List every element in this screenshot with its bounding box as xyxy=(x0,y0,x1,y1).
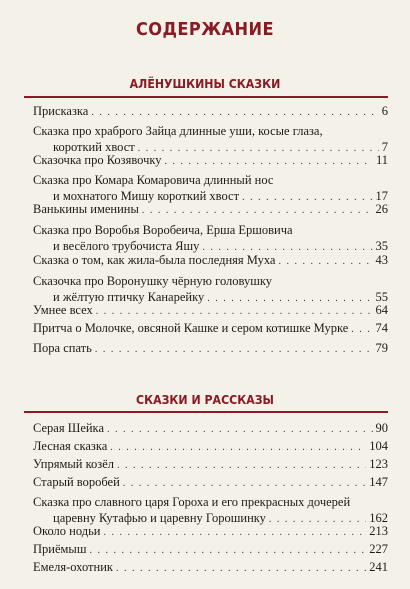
dot-leader xyxy=(91,105,378,121)
toc-entry-title: Сказка про славного царя Гороха и его прекрасных дочерей xyxy=(33,495,351,509)
toc-entry-title: Притча о Молочке, овсяной Кашке и сером котишке Мурке xyxy=(33,321,349,335)
page-number: 123 xyxy=(369,457,388,471)
toc-entry-title: Около нодьи xyxy=(33,524,101,538)
toc-entry-title: Сказочка про Козявочку xyxy=(33,153,162,167)
toc-entry[interactable] xyxy=(33,456,388,474)
toc-entry-title: Сказочка про Воронушку чёрную головушку xyxy=(33,274,273,288)
toc-entry[interactable] xyxy=(33,340,388,358)
page-number: 55 xyxy=(375,290,388,304)
page-title: СОДЕРЖАНИЕ xyxy=(135,19,275,40)
dot-leader xyxy=(104,525,367,541)
section-rule xyxy=(24,96,388,98)
toc-entry[interactable] xyxy=(33,523,388,541)
dot-leader xyxy=(123,476,366,492)
toc-entry-title: Умнее всех xyxy=(33,303,93,317)
page-number: 241 xyxy=(369,560,388,574)
toc-entry[interactable] xyxy=(33,541,388,559)
page-number: 104 xyxy=(369,439,388,453)
page-number: 90 xyxy=(375,421,388,435)
toc-entry-title: Сказка про Воробья Воробеича, Ерша Ершовича xyxy=(33,223,293,237)
toc-entry-title: Ванькины именины xyxy=(33,202,139,216)
toc-entry[interactable] xyxy=(33,320,388,338)
page-number: 11 xyxy=(375,153,388,167)
page-number: 64 xyxy=(375,303,388,317)
toc-entry-title: Сказка про Комара Комаровича длинный нос xyxy=(33,173,274,187)
dot-leader xyxy=(95,342,373,358)
toc-entry[interactable] xyxy=(33,222,388,256)
toc-entry-title: Пора спать xyxy=(33,341,92,355)
page-number: 17 xyxy=(375,189,388,203)
section-title-skazki: СКАЗКИ И РАССКАЗЫ xyxy=(136,392,274,407)
page-number: 227 xyxy=(369,542,388,556)
page-number: 26 xyxy=(375,202,388,216)
page-number: 6 xyxy=(381,104,388,118)
page-number: 74 xyxy=(375,321,388,335)
toc-entry-title: Старый воробей xyxy=(33,475,120,489)
page-number: 213 xyxy=(369,524,388,538)
dot-leader xyxy=(142,203,373,219)
toc-entry-title: Емеля-охотник xyxy=(33,560,113,574)
dot-leader xyxy=(110,440,366,456)
toc-entry-title: и жёлтую птичку Канарейку xyxy=(53,290,205,304)
toc-entry-title: Приёмыш xyxy=(33,542,87,556)
toc-entry-title: Серая Шейка xyxy=(33,421,104,435)
toc-entry-title: Присказка xyxy=(33,104,89,118)
section-title-alenushkiny: АЛЁНУШКИНЫ СКАЗКИ xyxy=(129,76,281,91)
dot-leader xyxy=(96,304,373,320)
section-rule xyxy=(24,411,388,413)
page-number: 162 xyxy=(369,511,388,525)
toc-entry[interactable] xyxy=(33,152,388,170)
toc-entry-title: Лесная сказка xyxy=(33,439,108,453)
toc-entry[interactable] xyxy=(33,438,388,456)
toc-entry-title: и мохнатого Мишу короткий хвост xyxy=(53,189,240,203)
toc-entry[interactable] xyxy=(33,420,388,438)
dot-leader xyxy=(278,254,372,270)
dot-leader xyxy=(107,422,373,438)
toc-entry[interactable] xyxy=(33,201,388,219)
page-number: 7 xyxy=(381,140,388,154)
toc-entry-title: короткий хвост xyxy=(53,140,135,154)
toc-entry[interactable] xyxy=(33,302,388,320)
toc-entry-title: Сказка о том, как жила-была последняя Муха xyxy=(33,253,276,267)
toc-entry-title: царевну Кутафью и царевну Горошинку xyxy=(53,511,266,525)
dot-leader xyxy=(116,561,366,577)
dot-leader xyxy=(117,458,366,474)
page-number: 35 xyxy=(375,239,388,253)
toc-entry[interactable] xyxy=(33,103,388,121)
toc-entry-title: Упрямый козёл xyxy=(33,457,114,471)
page-number: 79 xyxy=(375,341,388,355)
dot-leader xyxy=(89,543,366,559)
toc-entry-title: Сказка про храброго Зайца длинные уши, косые глаза, xyxy=(33,124,323,138)
toc-entry-title: и весёлого трубочиста Яшу xyxy=(53,239,200,253)
page-number: 147 xyxy=(369,475,388,489)
toc-entry[interactable] xyxy=(33,474,388,492)
page-number: 43 xyxy=(375,253,388,267)
dot-leader xyxy=(351,322,372,338)
toc-entry[interactable] xyxy=(33,559,388,577)
toc-entry[interactable] xyxy=(33,252,388,270)
dot-leader xyxy=(165,154,373,170)
